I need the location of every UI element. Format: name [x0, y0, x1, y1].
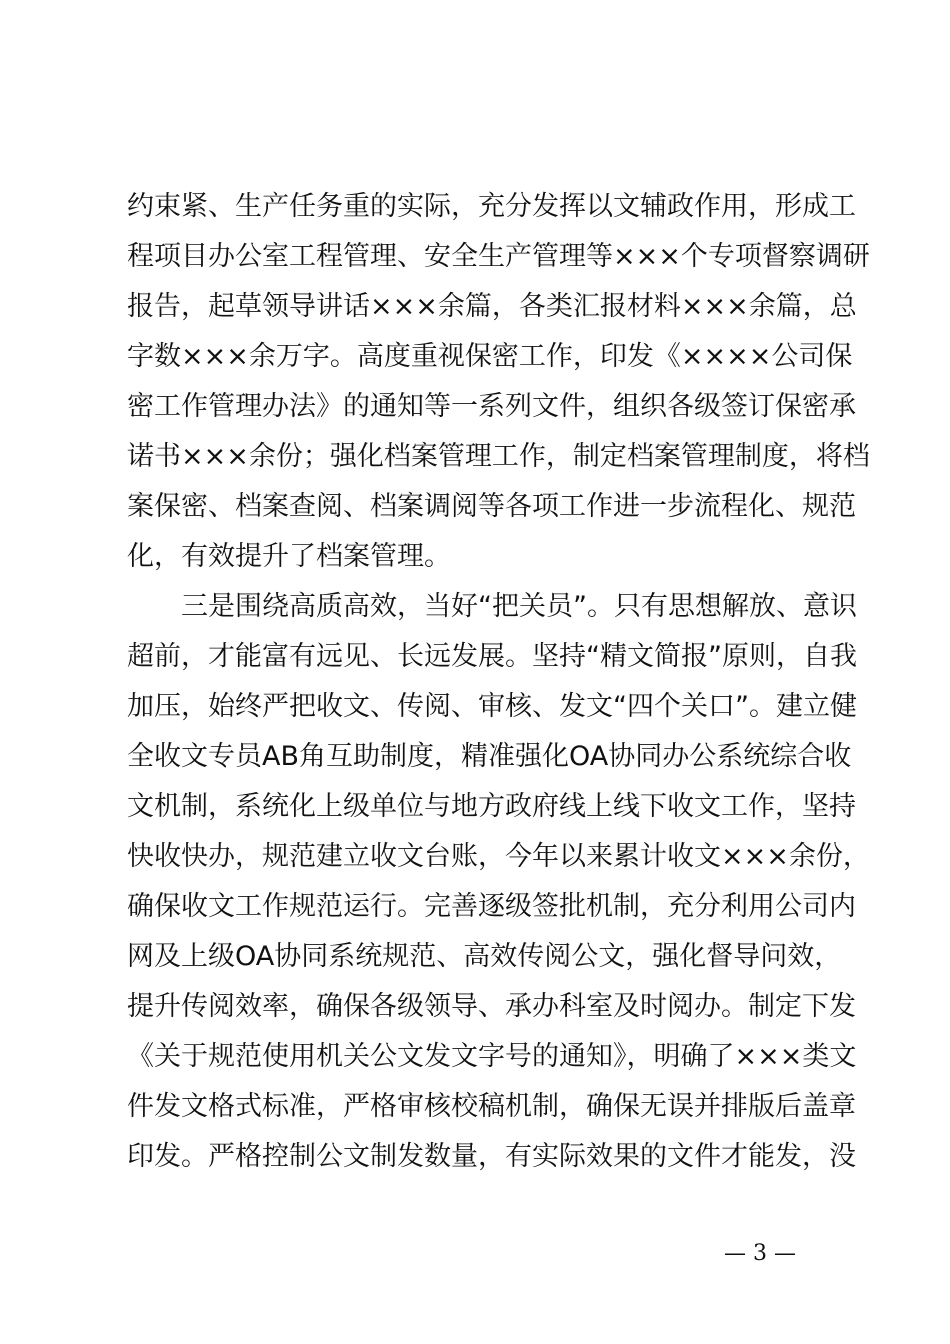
text-line: 化，有效提升了档案管理。 [127, 541, 451, 572]
text-line: 《关于规范使用机关公文发文字号的通知》，明确了×××类文 [127, 1041, 857, 1072]
text-line: 超前，才能富有远见、长远发展。坚持“精文简报”原则，自我 [127, 641, 857, 672]
text-line: 程项目办公室工程管理、安全生产管理等×××个专项督察调研 [127, 241, 870, 272]
text-line: 加压，始终严把收文、传阅、审核、发文“四个关口”。建立健 [127, 691, 857, 722]
text-line: 件发文格式标准，严格审核校稿机制，确保无误并排版后盖章 [127, 1091, 856, 1122]
text-line: 诺书×××余份；强化档案管理工作，制定档案管理制度，将档 [127, 441, 870, 472]
text-line: 案保密、档案查阅、档案调阅等各项工作进一步流程化、规范 [127, 491, 856, 522]
text-line: 印发。严格控制公文制发数量，有实际效果的文件才能发，没 [127, 1141, 856, 1172]
text-line: 报告，起草领导讲话×××余篇，各类汇报材料×××余篇，总 [127, 291, 857, 322]
paragraph-start-line: 三是围绕高质高效，当好“把关员”。只有思想解放、意识 [181, 591, 857, 622]
body-text [127, 182, 870, 1182]
text-line: 约束紧、生产任务重的实际，充分发挥以文辅政作用，形成工 [127, 191, 856, 222]
text-line: 全收文专员AB角互助制度，精准强化OA协同办公系统综合收 [127, 741, 852, 772]
text-line: 快收快办，规范建立收文台账，今年以来累计收文×××余份， [127, 841, 870, 872]
text-line: 确保收文工作规范运行。完善逐级签批机制，充分利用公司内 [127, 891, 856, 922]
text-line: 网及上级OA协同系统规范、高效传阅公文，强化督导问效， [127, 941, 842, 972]
text-line: 字数×××余万字。高度重视保密工作，印发《××××公司保 [127, 341, 853, 372]
text-line: 文机制，系统化上级单位与地方政府线上线下收文工作，坚持 [127, 791, 856, 822]
text-line: 密工作管理办法》的通知等一系列文件，组织各级签订保密承 [127, 391, 856, 422]
text-line: 提升传阅效率，确保各级领导、承办科室及时阅办。制定下发 [127, 991, 856, 1022]
page-number: — 3 — [724, 1241, 796, 1266]
